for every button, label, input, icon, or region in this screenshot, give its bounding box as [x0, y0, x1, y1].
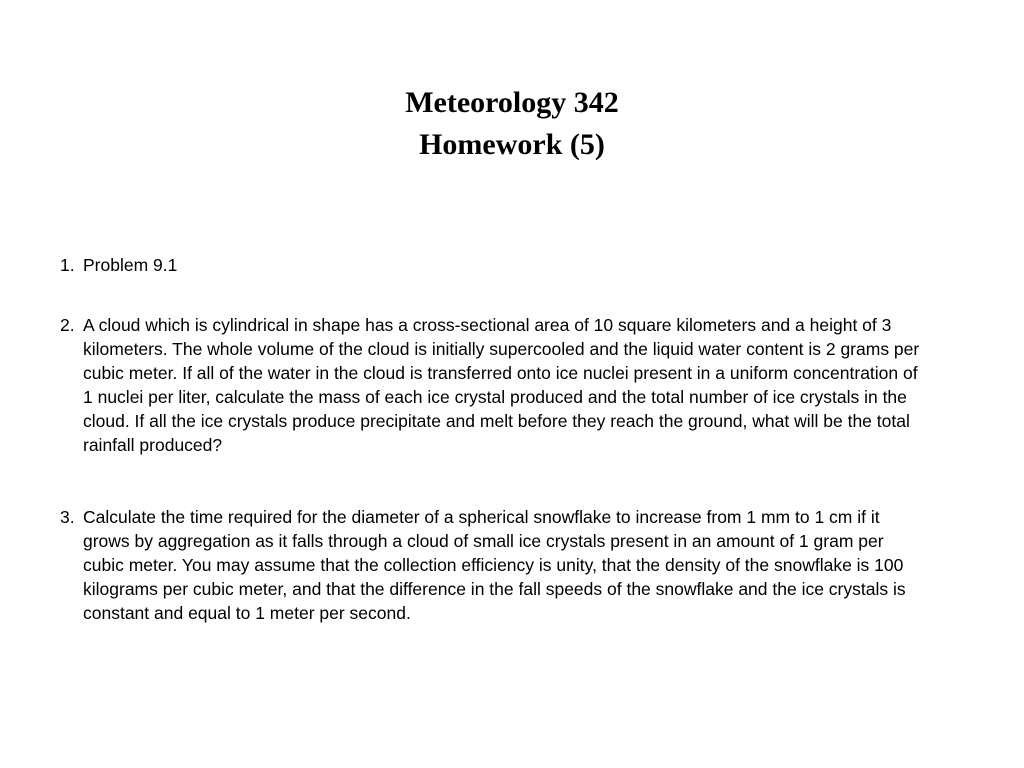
problem-1-text: Problem 9.1: [83, 255, 178, 275]
problem-2-number: 2.: [60, 315, 75, 335]
problem-3: [60, 505, 920, 625]
problem-2: [60, 313, 920, 457]
problem-1-number: 1.: [60, 255, 75, 275]
problem-3-number: 3.: [60, 507, 75, 527]
assignment-title: Homework (5): [419, 128, 605, 161]
problem-1: [60, 253, 920, 277]
problem-list: [60, 253, 920, 625]
course-title: Meteorology 342: [405, 86, 619, 119]
problem-3-text: Calculate the time required for the diameter of a spherical snowflake to increase from 1 mm to 1 cm if it grows by aggregation as it falls through a cloud of small ice crystals present in an amount of 1 gram per cubic meter. You may assume that the collection efficiency is unity, that the density of the snowflake is 100 kilograms per cubic meter, and that the difference in the fall speeds of the snowflake and the ice crystals is constant and equal to 1 meter per second.: [83, 507, 906, 623]
page-title: [0, 82, 1024, 166]
problem-2-text: A cloud which is cylindrical in shape has a cross-sectional area of 10 square kilometers and a height of 3 kilometers. The whole volume of the cloud is initially supercooled and the liquid water content is 2 grams per cubic meter. If all of the water in the cloud is transferred onto ice nuclei present in a uniform concentration of 1 nuclei per liter, calculate the mass of each ice crystal produced and the total number of ice crystals in the cloud. If all the ice crystals produce precipitate and melt before they reach the ground, what will be the total rainfall produced?: [83, 315, 920, 455]
